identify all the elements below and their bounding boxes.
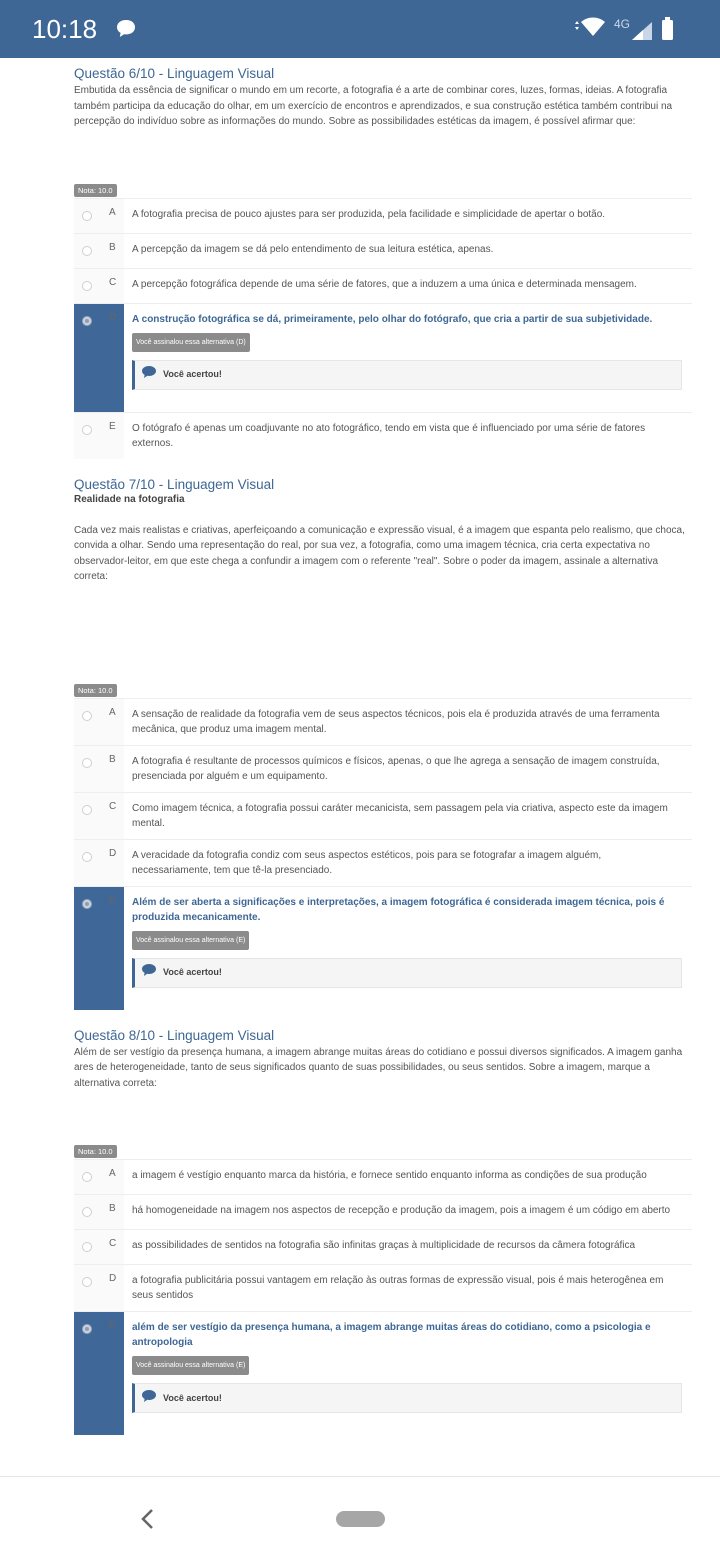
answer-option[interactable] — [74, 268, 692, 303]
option-text: A fotografia é resultante de processos químicos e físicos, apenas, o que lhe agrega a sensação de imagem construída, presenciada por alguém e um equipamento. — [132, 755, 660, 782]
option-gutter — [74, 793, 124, 839]
answer-option[interactable] — [74, 303, 692, 412]
radio-button[interactable] — [82, 852, 92, 862]
radio-button[interactable] — [82, 425, 92, 435]
back-icon[interactable] — [138, 1507, 158, 1536]
answer-option[interactable] — [74, 839, 692, 886]
option-body — [124, 269, 692, 300]
option-text: a fotografia publicitária possui vantagem em relação às outras formas de expressão visual, pois é mais heterogênea em seus sentidos — [132, 1275, 664, 1301]
option-body — [124, 887, 692, 1010]
option-letter: A — [109, 1168, 116, 1179]
question-title: Questão 6/10 - Linguagem Visual — [74, 66, 275, 81]
answer-option[interactable] — [74, 698, 692, 745]
radio-button[interactable] — [82, 316, 92, 326]
option-letter: D — [109, 311, 117, 323]
option-text: Como imagem técnica, a fotografia possui caráter mecanicista, sem passagem pela via criativa, aspecto este da imagem mental. — [132, 802, 668, 829]
feedback-text: Você acertou! — [163, 369, 222, 379]
option-body — [124, 1195, 692, 1226]
option-letter: E — [109, 1320, 116, 1331]
radio-button[interactable] — [82, 899, 92, 909]
option-gutter — [74, 304, 124, 412]
option-gutter — [74, 1265, 124, 1311]
answer-option[interactable] — [74, 1194, 692, 1229]
option-gutter — [74, 746, 124, 792]
option-gutter — [74, 887, 124, 1010]
option-gutter — [74, 234, 124, 268]
option-text: A veracidade da fotografia condiz com seus aspectos estéticos, pois para se fotografar a imagem alguém, necessariamente, tem que tê-la presenciado. — [132, 849, 602, 876]
options-list — [74, 1159, 692, 1435]
status-bar — [0, 0, 720, 58]
radio-button[interactable] — [82, 1172, 92, 1182]
option-letter: C — [109, 276, 117, 288]
navigation-bar — [0, 1476, 720, 1561]
options-list — [74, 698, 692, 1010]
radio-button[interactable] — [82, 758, 92, 768]
answer-option[interactable] — [74, 198, 692, 233]
answer-option[interactable] — [74, 1264, 692, 1311]
feedback-box — [132, 1383, 682, 1413]
option-gutter — [74, 1160, 124, 1194]
option-letter: D — [109, 1273, 117, 1284]
answer-option[interactable] — [74, 1229, 692, 1264]
quiz-content[interactable] — [60, 58, 706, 1476]
comment-icon — [141, 365, 157, 384]
option-body — [124, 793, 692, 839]
option-letter: B — [109, 753, 116, 765]
option-text: há homogeneidade na imagem nos aspectos de recepção e produção da imagem, pois a imagem é um código em aberto — [132, 1205, 671, 1216]
option-letter: B — [109, 241, 116, 253]
signal-icon — [632, 22, 652, 40]
radio-button[interactable] — [82, 1324, 92, 1334]
chat-notification-icon — [114, 17, 138, 46]
option-body — [124, 413, 692, 459]
question-block — [60, 1028, 706, 1446]
answer-option[interactable] — [74, 1159, 692, 1194]
option-body — [124, 1160, 692, 1191]
network-type-label: 4G — [614, 17, 631, 31]
option-letter: B — [109, 1203, 116, 1214]
option-letter: A — [109, 706, 116, 718]
option-text: A percepção da imagem se dá pelo entendimento de sua leitura estética, apenas. — [132, 243, 494, 255]
option-text: a imagem é vestígio enquanto marca da história, e fornece sentido enquanto informa as condições de sua produção — [132, 1170, 647, 1181]
status-time: 10:18 — [32, 14, 98, 44]
grade-badge: Nota: 10.0 — [74, 684, 117, 697]
question-block — [60, 66, 706, 469]
option-gutter — [74, 1312, 124, 1435]
radio-button[interactable] — [82, 805, 92, 815]
answer-option[interactable] — [74, 1311, 692, 1435]
option-letter: E — [109, 894, 116, 906]
option-letter: D — [109, 847, 117, 859]
comment-icon — [141, 1389, 157, 1408]
question-text: Embutida da essência de significar o mundo em um recorte, a fotografia é a arte de combinar cores, luzes, formas, ideias. A fotografia também participa da educação do olhar, em um exercício de encontros e aprendizados, e sua construção estética também contribui na percepção do indivíduo sobre as informações do mundo. Sobre as possibilidades estéticas da imagem, é possível afirmar que: — [74, 85, 673, 127]
radio-button[interactable] — [82, 1277, 92, 1287]
option-body — [124, 1312, 692, 1435]
option-text: A percepção fotográfica depende de uma série de fatores, que a induzem a uma única e determinada mensagem. — [132, 278, 637, 290]
options-list — [74, 198, 692, 459]
option-gutter — [74, 1230, 124, 1264]
answer-option[interactable] — [74, 792, 692, 839]
wifi-icon — [581, 18, 605, 37]
radio-button[interactable] — [82, 281, 92, 291]
feedback-text: Você acertou! — [163, 1392, 222, 1403]
option-gutter — [74, 269, 124, 303]
status-icons — [574, 14, 694, 49]
option-text: A sensação de realidade da fotografia vem de seus aspectos técnicos, pois ela é produzida através de uma ferramenta mecânica, que produz uma imagem mental. — [132, 708, 660, 735]
option-body — [124, 699, 692, 745]
selected-alternative-badge: Você assinalou essa alternativa (E) — [132, 931, 249, 950]
option-body — [124, 304, 692, 412]
feedback-text: Você acertou! — [163, 967, 222, 977]
option-body — [124, 234, 692, 265]
option-gutter — [74, 413, 124, 459]
question-text: Cada vez mais realistas e criativas, aperfeiçoando a comunicação e expressão visual, é a imagem que espanta pelo realismo, que choca, convida a olhar. Sendo uma representação do real, por sua vez, a fotografia, como uma imagem técnica, cria certa expectativa no observador-leitor, em que este chega a confundir a imagem com o referente "real". Sobre o poder da imagem, assinale a alternativa correta: — [74, 524, 685, 582]
option-body — [124, 746, 692, 792]
feedback-box — [132, 360, 682, 390]
answer-option[interactable] — [74, 412, 692, 459]
answer-option[interactable] — [74, 745, 692, 792]
option-letter: A — [109, 206, 116, 218]
option-letter: C — [109, 1238, 117, 1249]
radio-button[interactable] — [82, 1242, 92, 1252]
home-pill-button[interactable] — [336, 1511, 385, 1527]
option-body — [124, 840, 692, 886]
radio-button[interactable] — [82, 1207, 92, 1217]
radio-button[interactable] — [82, 211, 92, 221]
question-title: Questão 7/10 - Linguagem Visual — [74, 476, 275, 492]
selected-alternative-badge: Você assinalou essa alternativa (E) — [132, 1356, 249, 1375]
battery-icon — [662, 17, 673, 40]
answer-option[interactable] — [74, 233, 692, 268]
radio-button[interactable] — [82, 246, 92, 256]
answer-option[interactable] — [74, 886, 692, 1010]
option-body — [124, 199, 692, 230]
option-body — [124, 1265, 692, 1311]
option-text: O fotógrafo é apenas um coadjuvante no ato fotográfico, tendo em vista que é influenciado por uma série de fatores externos. — [132, 422, 646, 449]
data-arrows-icon — [575, 21, 579, 30]
option-gutter — [74, 199, 124, 233]
option-gutter — [74, 840, 124, 886]
radio-button[interactable] — [82, 711, 92, 721]
option-letter: C — [109, 800, 117, 812]
question-subtitle: Realidade na fotografia — [74, 493, 185, 505]
option-gutter — [74, 1195, 124, 1229]
grade-badge: Nota: 10.0 — [74, 184, 117, 197]
option-text: A construção fotográfica se dá, primeiramente, pelo olhar do fotógrafo, que cria a partir de sua subjetividade. — [132, 313, 653, 325]
option-text: A fotografia precisa de pouco ajustes para ser produzida, pela facilidade e simplicidade de apertar o botão. — [132, 208, 606, 220]
question-block — [60, 477, 706, 1020]
question-text: Além de ser vestígio da presença humana, a imagem abrange muitas áreas do cotidiano e possui diversos significados. A imagem ganha ares de heterogeneidade, tanto de seus significados quanto de suas possibilidades, ou seus sentidos. Sobre a imagem, marque a alternativa correta: — [74, 1046, 683, 1089]
option-text: Além de ser aberta a significações e interpretações, a imagem fotográfica é considerada imagem técnica, pois é produzida mecanicamente. — [132, 896, 665, 923]
option-gutter — [74, 699, 124, 745]
option-body — [124, 1230, 692, 1261]
feedback-box — [132, 958, 682, 988]
grade-badge: Nota: 10.0 — [74, 1145, 117, 1158]
comment-icon — [141, 963, 157, 982]
selected-alternative-badge: Você assinalou essa alternativa (D) — [132, 333, 250, 352]
option-letter: E — [109, 420, 116, 432]
question-title: Questão 8/10 - Linguagem Visual — [74, 1027, 275, 1043]
option-text: além de ser vestígio da presença humana, a imagem abrange muitas áreas do cotidiano, como a psicologia e antropologia — [132, 1322, 651, 1348]
option-text: as possibilidades de sentidos na fotografia são infinitas graças à multiplicidade de recursos da câmera fotográfica — [132, 1240, 636, 1251]
